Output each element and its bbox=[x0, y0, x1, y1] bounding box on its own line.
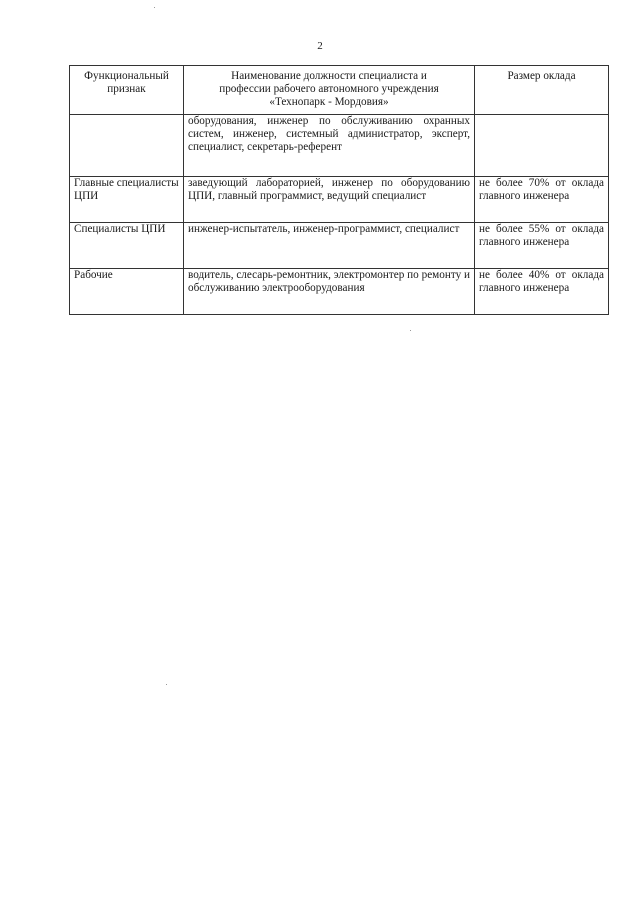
header-col2-line2: профессии рабочего автономного учреждения bbox=[219, 83, 439, 96]
scan-speck bbox=[166, 684, 167, 685]
row-salary-cell: не более 55% от оклада главного инженера bbox=[475, 222, 609, 268]
table-row bbox=[70, 222, 609, 268]
header-col1-line2: признак bbox=[107, 83, 146, 96]
scan-speck bbox=[154, 7, 155, 8]
table-row bbox=[70, 114, 609, 176]
table-row bbox=[70, 268, 609, 314]
scan-speck bbox=[410, 330, 411, 331]
header-col2-line1: Наименование должности специалиста и bbox=[231, 70, 427, 82]
row-salary-cell bbox=[475, 114, 609, 176]
row-positions-cell: заведующий лабораторией, инженер по оборудованию ЦПИ, главный программист, ведущий специалист bbox=[184, 176, 475, 222]
salary-table bbox=[69, 65, 609, 315]
table-header-row bbox=[70, 66, 609, 115]
row-group-cell: Рабочие bbox=[70, 268, 184, 314]
row-positions-cell: водитель, слесарь-ремонтник, электромонтер по ремонту и обслуживанию электрооборудования bbox=[184, 268, 475, 314]
header-functional-attribute bbox=[70, 66, 184, 115]
header-col3-line1: Размер оклада bbox=[507, 70, 576, 82]
row-positions-cell: инженер-испытатель, инженер-программист, специалист bbox=[184, 222, 475, 268]
header-col2-line3: «Технопарк - Мордовия» bbox=[269, 96, 389, 109]
row-group-cell: Главные специалисты ЦПИ bbox=[70, 176, 184, 222]
row-salary-cell: не более 40% от оклада главного инженера bbox=[475, 268, 609, 314]
header-salary-size bbox=[475, 66, 609, 115]
row-positions-cell: оборудования, инженер по обслуживанию охранных систем, инженер, системный администратор, эксперт, специалист, секретарь-референт bbox=[184, 114, 475, 176]
header-col1-line1: Функциональный bbox=[84, 70, 169, 82]
row-group-cell: Специалисты ЦПИ bbox=[70, 222, 184, 268]
header-position-name bbox=[184, 66, 475, 115]
row-salary-cell: не более 70% от оклада главного инженера bbox=[475, 176, 609, 222]
row-group-cell bbox=[70, 114, 184, 176]
page-number: 2 bbox=[317, 40, 323, 52]
table-row bbox=[70, 176, 609, 222]
